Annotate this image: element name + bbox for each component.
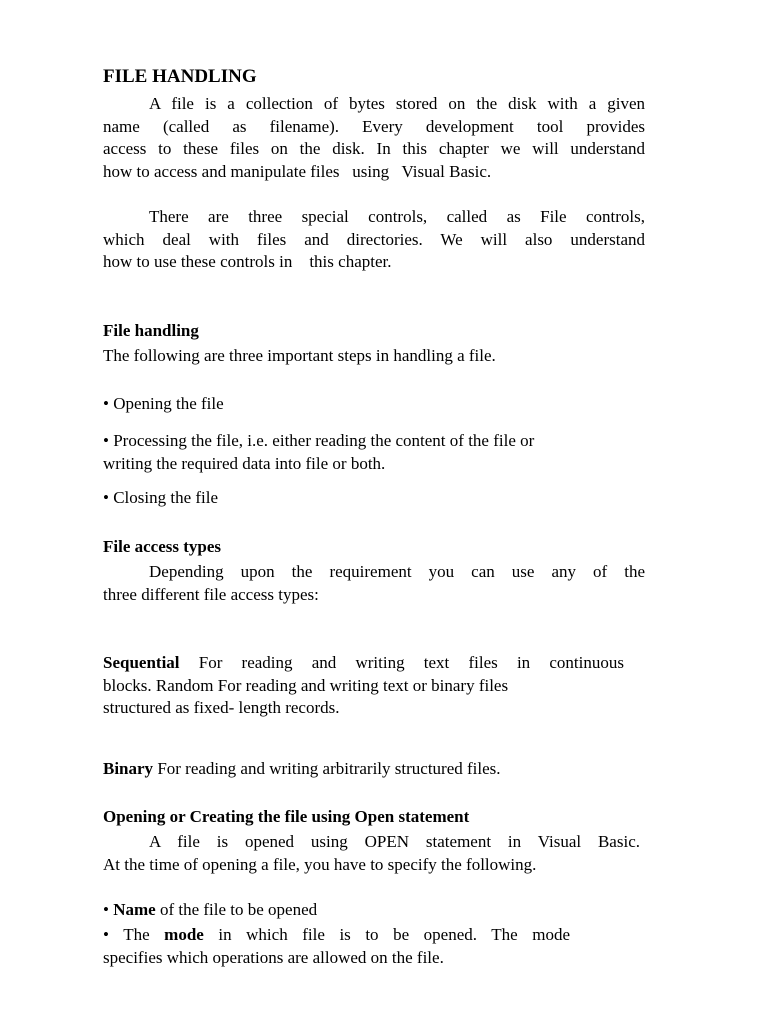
- text-line: A file is opened using OPEN statement in Visual Basic.: [149, 832, 640, 851]
- bullet: • The: [103, 925, 165, 944]
- text-line: A file is a collection of bytes stored on the disk with a given: [149, 94, 645, 113]
- access-types-intro: [103, 561, 645, 606]
- sequential-paragraph: [103, 652, 645, 720]
- bullet: •: [103, 900, 114, 919]
- binary-paragraph: [103, 758, 645, 781]
- term-description: in which file is to be opened. The mode: [203, 925, 571, 944]
- list-item-name: [103, 899, 645, 922]
- text-line: structured as fixed- length records.: [103, 698, 340, 717]
- text-line: At the time of opening a file, you have to specify the following.: [103, 854, 537, 874]
- opening-intro: [103, 831, 645, 876]
- text-line: three different file access types:: [103, 584, 319, 604]
- page-title: FILE HANDLING: [103, 66, 257, 87]
- term-description: of the file to be opened: [155, 900, 318, 919]
- text-line: Depending upon the requirement you can use any of the: [149, 562, 645, 581]
- text-line: blocks. Random For reading and writing text or binary files: [103, 675, 509, 695]
- term-description: For reading and writing text files in continuous: [179, 653, 624, 672]
- file-handling-lead: The following are three important steps in handling a file.: [103, 346, 496, 365]
- intro-paragraph-1: [103, 93, 645, 183]
- text-line: name (called as filename). Every development tool provides: [103, 116, 645, 136]
- list-item-mode: [103, 924, 645, 969]
- intro-paragraph-2: [103, 206, 645, 274]
- term-binary: Binary: [103, 759, 154, 778]
- text-line: access to these files on the disk. In this chapter we will understand: [103, 139, 645, 158]
- section-heading-access-types: File access types: [103, 537, 222, 556]
- term-sequential: Sequential: [103, 653, 180, 672]
- term-description: For reading and writing arbitrarily structured files.: [153, 759, 501, 778]
- list-item-open: • Opening the file: [103, 394, 224, 413]
- section-heading-opening: Opening or Creating the file using Open statement: [103, 807, 470, 826]
- text-line: There are three special controls, called as File controls,: [149, 207, 645, 226]
- term-name: Name: [113, 900, 156, 919]
- list-item-close: • Closing the file: [103, 488, 219, 507]
- text-line: specifies which operations are allowed on the file.: [103, 947, 444, 967]
- text-line: how to use these controls in this chapter.: [103, 252, 392, 271]
- text-line: how to access and manipulate files using Visual Basic.: [103, 161, 492, 181]
- text-line: [103, 924, 570, 947]
- section-heading-file-handling: File handling: [103, 321, 199, 340]
- text-line: writing the required data into file or both.: [103, 453, 386, 473]
- text-line: • Processing the file, i.e. either reading the content of the file or: [103, 431, 535, 450]
- text-line: which deal with files and directories. We will also understand: [103, 229, 645, 249]
- list-item-process: [103, 430, 645, 475]
- text-line: [103, 652, 624, 675]
- term-mode: mode: [164, 925, 204, 944]
